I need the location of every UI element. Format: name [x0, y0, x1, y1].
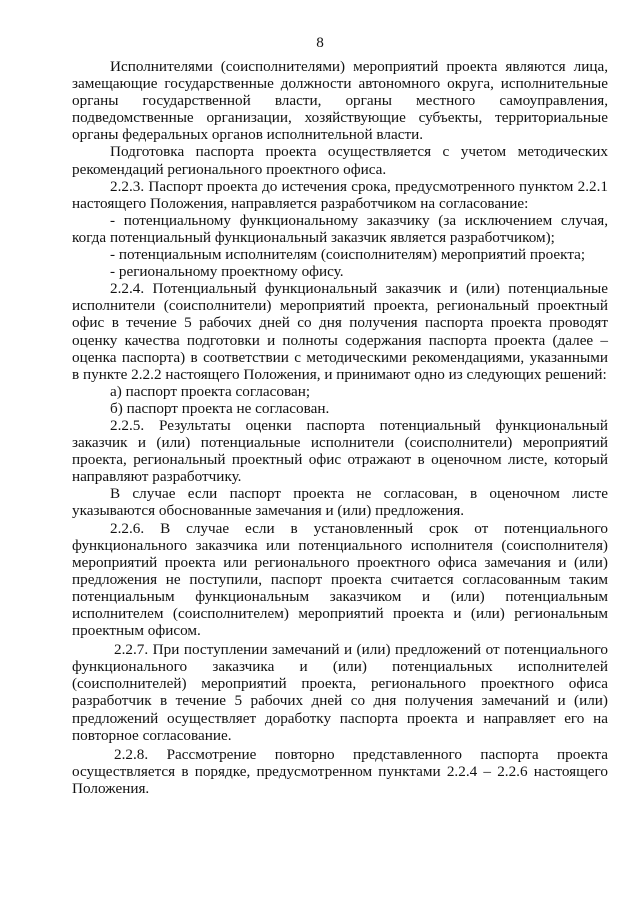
page-number: 8 [316, 34, 324, 51]
list-item-functional-customer: - потенциальному функциональному заказчику (за исключением случая, когда потенциальный функциональный заказчик является разработчиком); [72, 211, 608, 246]
paragraph-2-2-6: 2.2.6. В случае если в установленный срок от потенциального функционального заказчика или потенциального исполнителя (соисполнителя) мероприятий проекта или регионального проектного офиса замечания и (или) предложения не поступили, паспорт проекта считается согласованным таким потенциальным функциональным заказчиком и (или) потенциальным исполнителем (соисполнителем) мероприятий проекта и (или) региональным проектным офисом. [72, 519, 608, 640]
paragraph-2-2-8: 2.2.8. Рассмотрение повторно представленного паспорта проекта осуществляется в порядке, предусмотренном пунктами 2.2.4 – 2.2.6 настоящего Положения. [72, 745, 608, 797]
paragraph-passport-preparation: Подготовка паспорта проекта осуществляется с учетом методических рекомендаций регионального проектного офиса. [72, 143, 608, 178]
paragraph-2-2-3: 2.2.3. Паспорт проекта до истечения срока, предусмотренного пунктом 2.2.1 настоящего Положения, направляется разработчиком на согласование: [72, 177, 608, 212]
paragraph-2-2-4: 2.2.4. Потенциальный функциональный заказчик и (или) потенциальные исполнители (соисполнители) мероприятий проекта, региональный проектный офис в течение 5 рабочих дней со дня получения паспорта проекта проводят оценку качества подготовки и полноты содержания паспорта проекта (далее – оценка паспорта) в соответствии с методическими рекомендациями, указанными в пункте 2.2.2 настоящего Положения, и принимают одно из следующих решений: [72, 280, 608, 383]
paragraph-executors: Исполнителями (соисполнителями) мероприятий проекта являются лица, замещающие государственные должности автономного округа, исполнительные органы государственной власти, органы местного самоуправления, подведомственные организации, хозяйствующие субъекты, территориальные органы федеральных органов исполнительной власти. [72, 58, 608, 144]
list-item-executors: - потенциальным исполнителям (соисполнителям) мероприятий проекта; [110, 246, 586, 264]
document-body [72, 58, 608, 797]
paragraph-not-approved-case: В случае если паспорт проекта не согласован, в оценочном листе указываются обоснованные замечания и (или) предложения. [72, 485, 608, 520]
list-item-approved: а) паспорт проекта согласован; [110, 382, 311, 400]
list-item-not-approved: б) паспорт проекта не согласован. [110, 399, 330, 417]
list-item-project-office: - региональному проектному офису. [110, 263, 344, 281]
paragraph-2-2-5: 2.2.5. Результаты оценки паспорта потенциальный функциональный заказчик и (или) потенциальные исполнители (соисполнители) мероприятий проекта, региональный проектный офис отражают в оценочном листе, который направляют разработчику. [72, 416, 608, 486]
paragraph-2-2-7: 2.2.7. При поступлении замечаний и (или) предложений от потенциального функционального заказчика и (или) потенциальных исполнителей (соисполнителей) мероприятий проекта, регионального проектного офиса разработчик в течение 5 рабочих дней со дня получения замечаний и (или) предложений осуществляет доработку паспорта проекта и направляет его на повторное согласование. [72, 641, 608, 744]
